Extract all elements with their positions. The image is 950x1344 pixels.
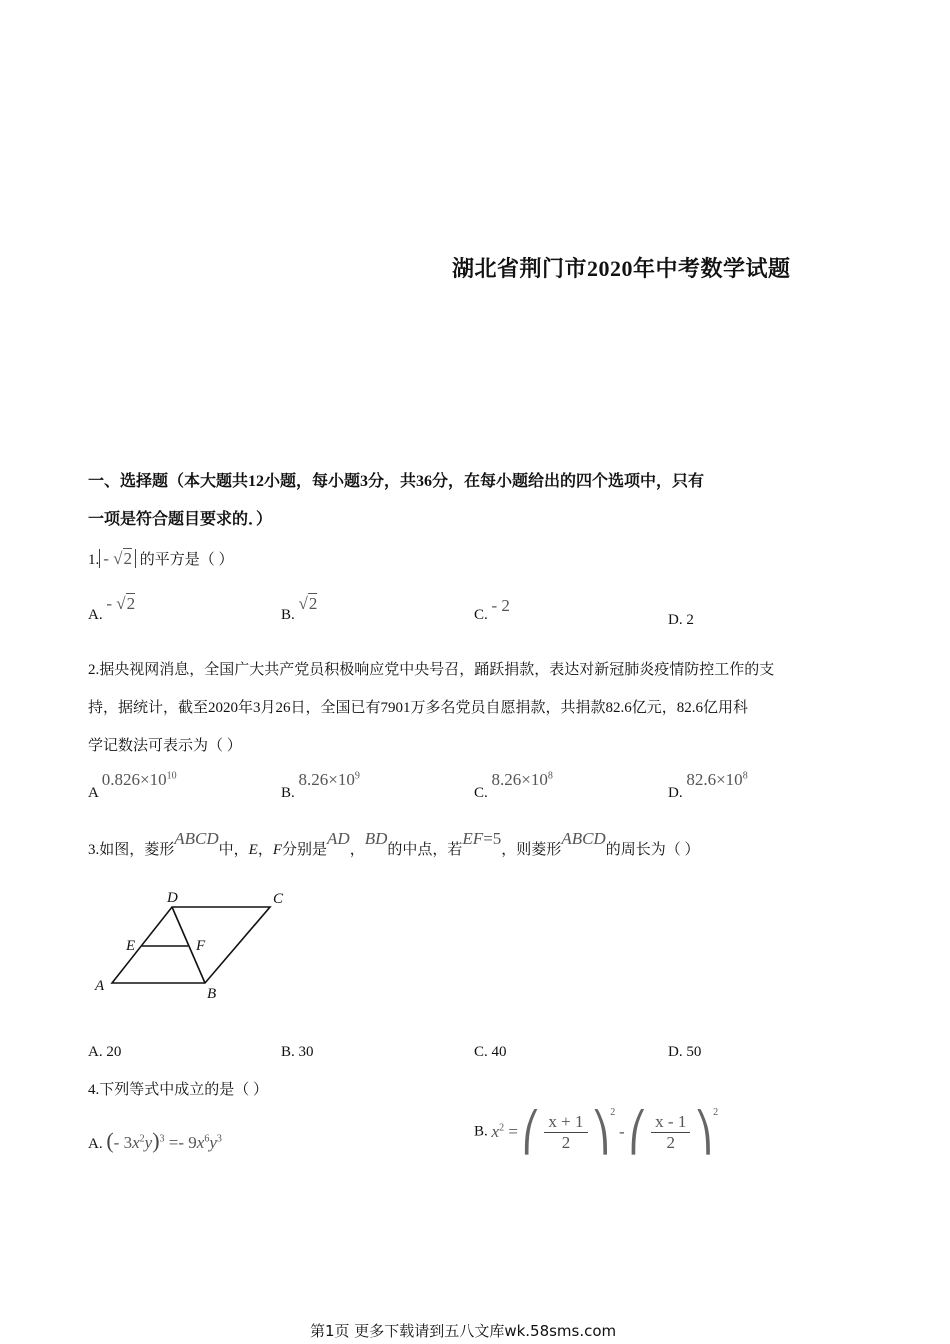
page-title: 湖北省荆门市2020年中考数学试题	[452, 256, 791, 281]
q3-option-b: B. 30	[281, 1044, 314, 1060]
label-c: C	[273, 891, 284, 907]
q4-option-b: B. $x^2$ = ⎛ $\frac{x + 1}{2}$ ⎞$^2$ - ⎛ $\frac{x - 1}{2}$ ⎞$^2$	[474, 1107, 719, 1154]
question-text: 的平方是（ ）	[139, 552, 234, 568]
question-2-line2: 持，据统计，截至2020年3月26日，全国已有7901万多名党员自愿捐款，共捐款82.6亿元，82.6亿用科	[88, 700, 749, 716]
rhombus-figure	[90, 886, 300, 1004]
question-1	[88, 548, 234, 569]
q3-option-c: C. 40	[474, 1044, 507, 1060]
q4-option-a: A. (- $3x^2y)^3 =- 9x^6y^3$	[88, 1128, 222, 1153]
q2-option-b: B. $8.26\times 10^9$	[281, 770, 360, 801]
q2-option-a: A $0.826\times 10^{10}$	[88, 770, 177, 801]
page-footer: 第1页 更多下载请到五八文库wk.58sms.com	[310, 1322, 617, 1340]
q1-option-d: D. 2	[668, 612, 694, 628]
q1-option-b: B. √2	[281, 594, 318, 623]
section-heading-line2: 一项是符合题目要求的．）	[88, 511, 273, 528]
label-e: E	[126, 938, 136, 954]
q2-option-c: C. $8.26\times 10^8$	[474, 770, 553, 801]
fraction-2: $\frac{x - 1}{2}$	[651, 1112, 690, 1153]
label-f: F	[196, 938, 206, 954]
q3-option-a: A. 20	[88, 1044, 122, 1060]
section-heading-line1: 一、选择题（本大题共12小题，每小题3分，共36分，在每小题给出的四个选项中，只有	[88, 473, 705, 490]
question-4: 4.下列等式中成立的是（ ）	[88, 1082, 269, 1098]
q1-option-a: A. - √2	[88, 594, 136, 623]
q2-option-d: D. $82.6\times 10^8$	[668, 770, 748, 801]
question-2-line3: 学记数法可表示为（ ）	[88, 738, 242, 754]
abs-expression: - √2	[99, 549, 136, 568]
label-d: D	[167, 890, 178, 906]
question-number: 1.	[88, 552, 100, 568]
q1-option-c: C. - 2	[474, 596, 510, 623]
label-a: A	[95, 978, 105, 994]
label-b: B	[207, 986, 217, 1002]
question-3: 3.如图，菱形ABCD中，E，F分别是AD，BD的中点，若EF=5，则菱形ABCD的周长为（ ）	[88, 829, 700, 858]
q3-option-d: D. 50	[668, 1044, 702, 1060]
fraction-1: $\frac{x + 1}{2}$	[544, 1112, 587, 1153]
rhombus-outline	[112, 907, 270, 983]
question-2-line1: 2.据央视网消息，全国广大共产党员积极响应党中央号召，踊跃捐款，表达对新冠肺炎疫情防控工作的支	[88, 662, 775, 678]
